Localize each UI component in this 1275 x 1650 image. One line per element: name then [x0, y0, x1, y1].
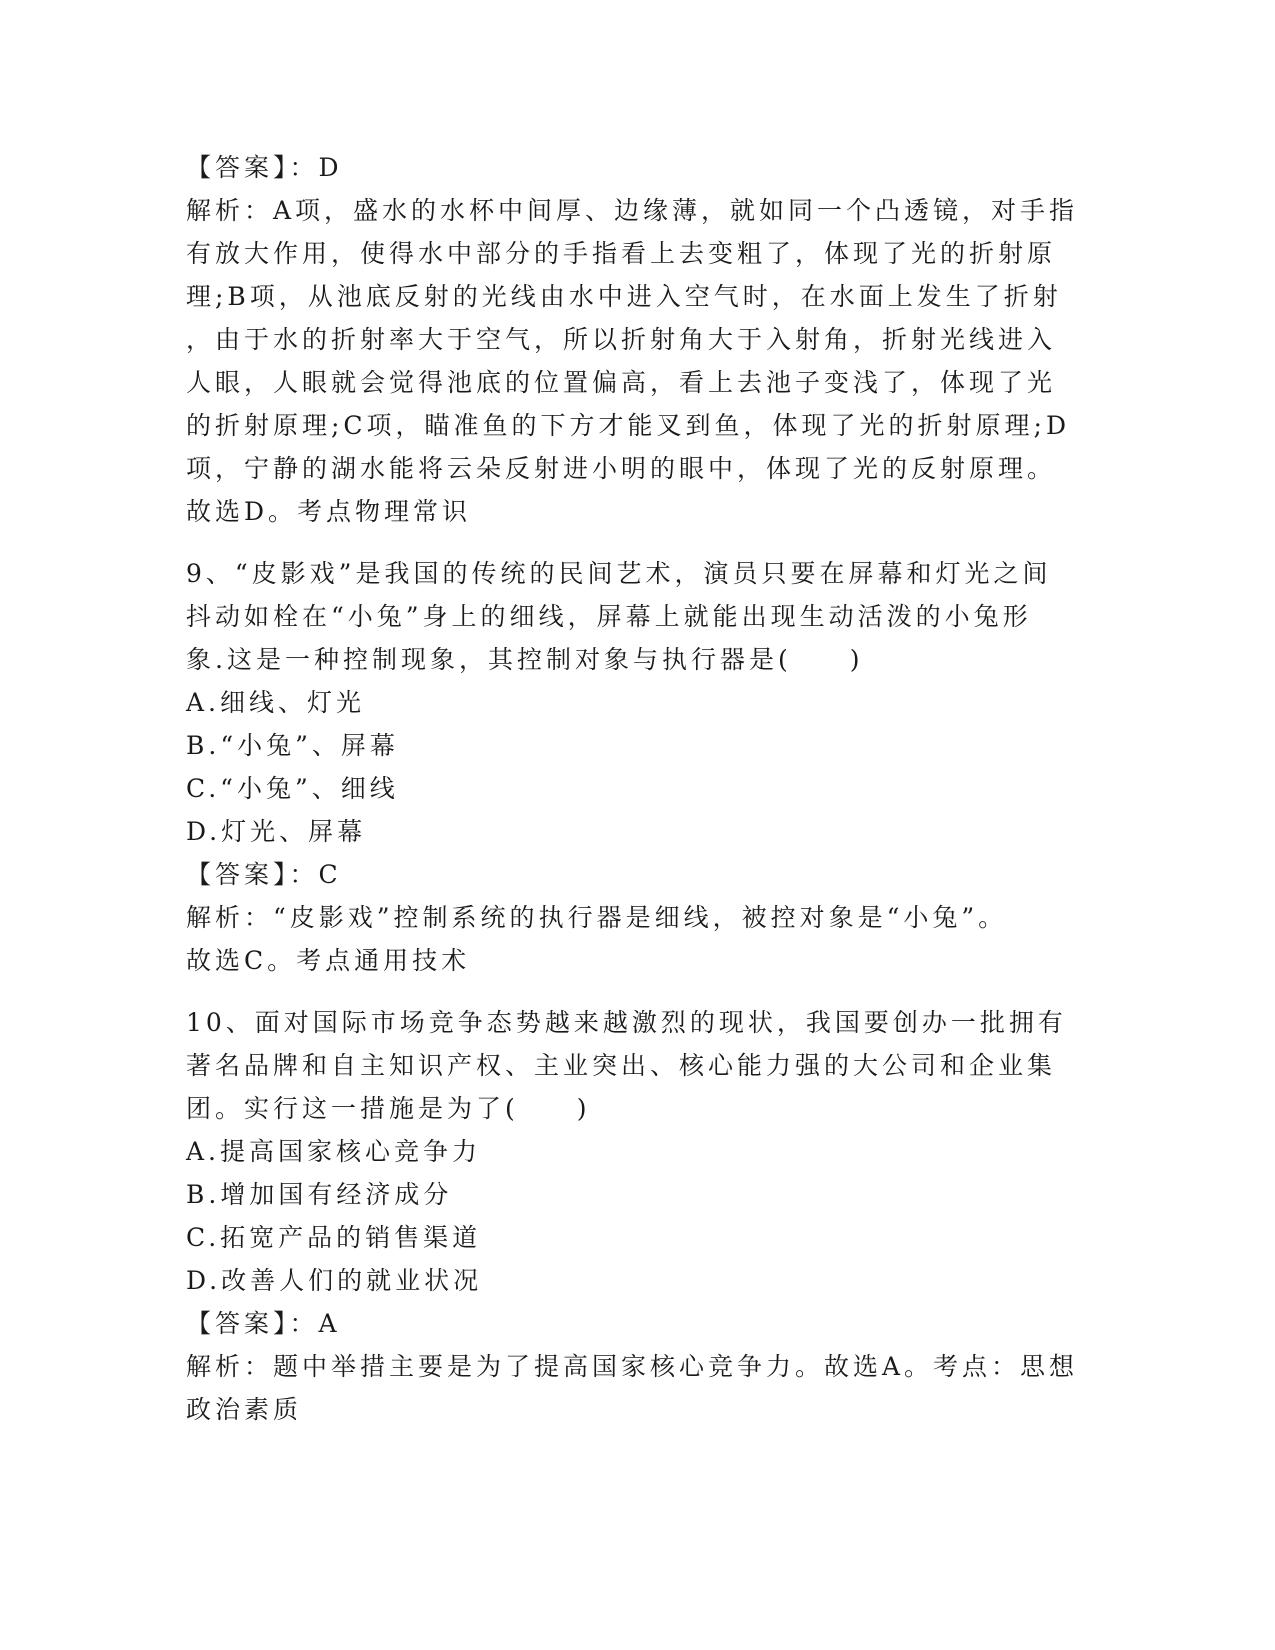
answer-block-q8 — [186, 146, 1086, 533]
question-stem: 团。实行这一措施是为了( ) — [186, 1094, 591, 1123]
option-c: C.“小兔”、细线 — [186, 774, 399, 803]
answer-label: 【答案】：D — [186, 153, 343, 182]
explanation-line: 项，宁静的湖水能将云朵反射进小明的眼中，体现了光的反射原理。 — [186, 454, 1057, 483]
explanation-line: 理;B项，从池底反射的光线由水中进入空气时，在水面上发生了折射 — [186, 282, 1062, 311]
explanation-line: 故选D。考点物理常识 — [186, 497, 472, 526]
block-spacer — [186, 533, 1086, 552]
block-spacer — [186, 982, 1086, 1001]
explanation-line: 人眼，人眼就会觉得池底的位置偏高，看上去池子变浅了，体现了光 — [186, 368, 1057, 397]
question-block-10 — [186, 1001, 1086, 1431]
option-d: D.改善人们的就业状况 — [186, 1266, 483, 1295]
question-stem: 抖动如栓在“小兔”身上的细线，屏幕上就能出现生动活泼的小兔形 — [186, 602, 1032, 631]
question-stem: 著名品牌和自主知识产权、主业突出、核心能力强的大公司和企业集 — [186, 1051, 1057, 1080]
question-block-9 — [186, 552, 1086, 982]
explanation-line: 解析：题中举措主要是为了提高国家核心竞争力。故选A。考点：思想 — [186, 1352, 1079, 1381]
question-stem: 10、面对国际市场竞争态势越来越激烈的现状，我国要创办一批拥有 — [186, 1008, 1067, 1037]
answer-label: 【答案】：C — [186, 860, 342, 889]
explanation-line: 政治素质 — [186, 1395, 303, 1424]
document-content — [186, 146, 1086, 1431]
explanation-line: 的折射原理;C项，瞄准鱼的下方才能叉到鱼，体现了光的折射原理;D — [186, 411, 1071, 440]
question-stem: 9、“皮影戏”是我国的传统的民间艺术，演员只要在屏幕和灯光之间 — [186, 559, 1052, 588]
explanation-line: 解析：“皮影戏”控制系统的执行器是细线，被控对象是“小兔”。 — [186, 903, 1008, 932]
explanation-line: 有放大作用，使得水中部分的手指看上去变粗了，体现了光的折射原 — [186, 239, 1057, 268]
explanation-line: ，由于水的折射率大于空气，所以折射角大于入射角，折射光线进入 — [186, 325, 1057, 354]
option-c: C.拓宽产品的销售渠道 — [186, 1223, 482, 1252]
option-a: A.提高国家核心竞争力 — [186, 1137, 482, 1166]
option-b: B.“小兔”、屏幕 — [186, 731, 399, 760]
option-a: A.细线、灯光 — [186, 688, 366, 717]
explanation-line: 解析：A项，盛水的水杯中间厚、边缘薄，就如同一个凸透镜，对手指 — [186, 196, 1079, 225]
option-b: B.增加国有经济成分 — [186, 1180, 453, 1209]
option-d: D.灯光、屏幕 — [186, 817, 367, 846]
answer-label: 【答案】：A — [186, 1309, 341, 1338]
explanation-line: 故选C。考点通用技术 — [186, 946, 471, 975]
question-stem: 象.这是一种控制现象，其控制对象与执行器是( ) — [186, 645, 864, 674]
